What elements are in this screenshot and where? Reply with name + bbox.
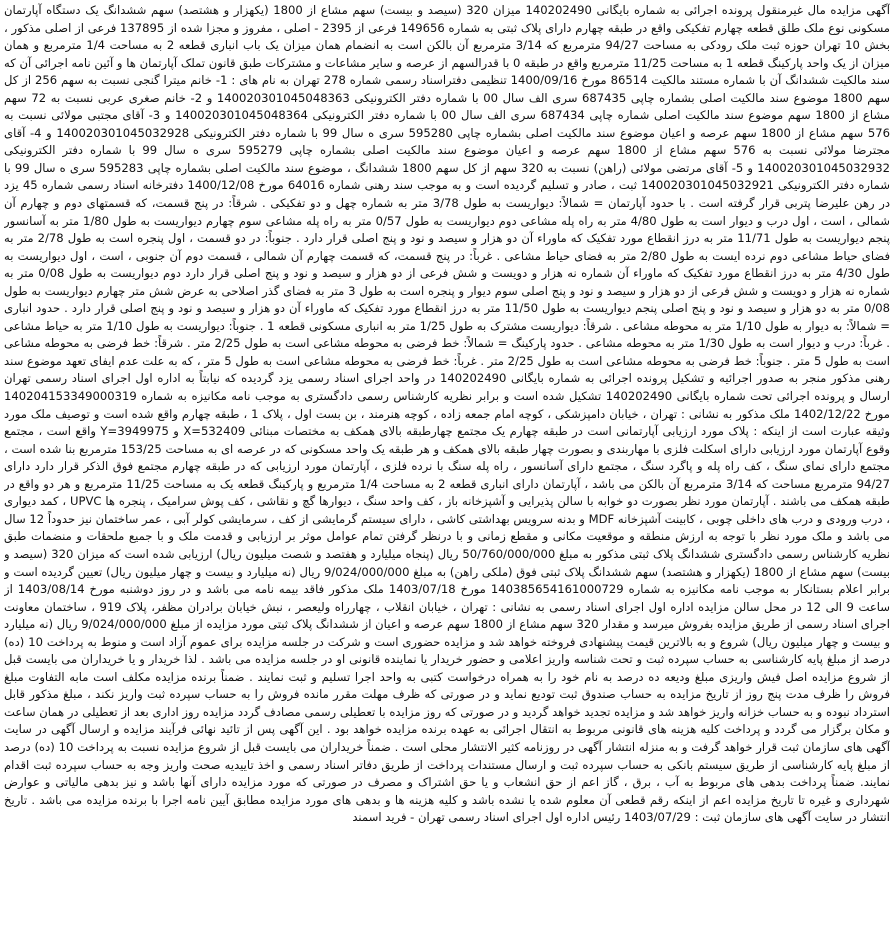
notice-body: آگهی مزایده مال غیرمنقول پرونده اجرائی به شماره بایگانی 140202490 میزان 320 (سیصد و بیست) سهم مشاع از 1800 (یکهزار و هشتصد) سهم ششدانگ یک دستگاه آپارتمان مسکونی نوع ملک طلق قطعه چهارم تفکیکی واقع در طبقه چهارم دارای پلاک ثبتی به شماره 149656 فرعی از 2395 - اصلی ، مفروز و مجزا شده از 137895 فرعی از اصلی مذکور ، بخش 10 تهران حوزه ثبت ملک رودکی به مساحت 94/27 مترمربع که 3/14 مترمربع آن بالکن است به انضمام همان میزان یک باب انباری قطعه 2 به مساحت 1/4 مترمربع و همان میزان از یک واحد پارکینگ قطعه 1 به مساحت 11/25 مترمربع واقع در طبقه 0 با قدرالسهم از عرصه و سایر مشاعات و مشترکات طبق قانون تملک آپارتمان ها و آئین نامه اجرائی آن که سند مالکیت ششدانگ آن با شماره مستند مالکیت 86514 مورخ 1400/09/16 تنظیمی دفتراسناد رسمی شماره 278 تهران به نام های : 1- خانم میترا گنجی نسبت به سهم 256 از کل سهم 1800 موضوع سند مالکیت اصلی بشماره چاپی 687435 سری الف سال 00 با شماره دفتر الکترونیکی 140020301045048363 و 2- خانم صغری عربی نسبت به 72 سهم مشاع از 1800 سهم موضوع سند مالکیت اصلی شماره چاپی 687434 سری الف سال 00 با شماره دفتر الکترونیکی 140020301045048364 و 3- آقای مجتبی مولائی نسبت به 576 سهم مشاع از 1800 سهم عرصه و اعیان موضوع سند مالکیت اصلی بشماره چاپی 595280 سری ه سال 99 با شماره دفتر الکترونیکی 140020301045032928 و 4- آقای مجترضا مولائی نسبت به 576 سهم مشاع از 1800 سهم عرصه و اعیان موضوع سند مالکیت اصلی بشماره چاپی 595279 سری ه سال 99 با شماره دفتر الکترونیکی 140020301045032932 و 5- آقای مرتضی مولائی (راهن) نسبت به 320 سهم از کل سهم 1800 ششدانگ ، موضوع سند مالکیت اصلی بشماره چاپی 595283 سری ه سال 99 با شماره دفتر الکترونیکی 140020301045032921 ثبت ، صادر و تسلیم گردیده است و به موجب سند رهنی شماره 64016 مورخ 1400/12/08 دفترخانه اسناد رسمی شماره 45 یزد در رهن علیرضا پتربی قرار گرفته است . با حدود آپارتمان = شمالاً: دیواریست به طول 3/78 متر به شماره چهل و دو تفکیکی . شرقاً: در پنج قسمت، که قسمتهای دوم و چهارم آن شمالی ، است ، اول درب و دیوار است به طول 4/80 متر به راه پله مشاعی دوم دیواریست به طول 0/57 متر به راه پله مشاعی سوم چهارم دیواریست به طول 1/80 متر به آسانسور پنجم دیواریست به طول 11/71 متر به درز انقطاع مورد تفکیک که ماوراء آن دو هزار و سیصد و نود و پنج اصلی قرار دارد . جنوباً: در دو قسمت ، اول پنجره است به طول 2/78 متر به فضای حیاط مشاعی دوم نرده ایست به طول 2/80 متر به فضای حیاط مشاعی . غرباً: در پنج قسمت، که قسمت چهارم آن شمالی ، قسمت دوم آن جنوبی ، است ، اول دیواریست به طول 4/30 متر به درز انقطاع مورد تفکیک که ماوراء آن شماره نه هزار و دویست و شش فرعی از دو هزار و سیصد و نود و پنج اصلی قرار دارد دوم دیواریست به طول 0/08 متر به شماره نه هزار و دویست و شش فرعی از دو هزار و سیصد و نود و پنج اصلی سوم دیوار و پنجره است به طول 3 متر به فضای گذر اصلاحی به عرض شش متر چهارم دیواریست به طول 0/08 متر به دو هزار و سیصد و نود و پنج اصلی پنجم دیواریست به طول 11/50 متر به درز انقطاع مورد تفکیک که ماوراء آن دو هزار و سیصد و نود و پنج اصلی قرار دارد . حدود انباری = شمالاً: به دیوار به طول 1/10 متر به محوطه مشاعی . شرقاً: دیواریست مشترک به طول 1/25 متر به انباری مسکونی قطعه 1 . جنوباً: دیواریست به طول 1/10 متر به حیاط مشاعی . غرباً: درب و دیوار است به طول 1/30 متر به محوطه مشاعی . حدود پارکینگ = شمالاً: خط فرضی به محوطه مشاعی است به طول 2/25 متر . شرقاً: خط فرضی به محوطه مشاعی است به طول 5 متر . جنوباً: خط فرضی به محوطه مشاعی است به طول 2/25 متر . غرباً: خط فرضی به محوطه مشاعی است به طول 5 متر ، که به علت عدم ایفای تعهد موضوع سند رهنی مذکور منجر به صدور اجرائیه و تشکیل پرونده اجرائی به شماره بایگانی 140202490 در واحد اجرای اسناد رسمی یزد گردیده که نیابتاً به اداره اول اجرای اسناد رسمی تهران ارسال و پرونده اجرائی تحت شماره بایگانی 140202490 تشکیل شده است و برابر نظریه کارشناس رسمی دادگستری به موجب نامه مکانیزه به شماره 140204153349000319 مورخ 1402/12/22 ملک مذکور به نشانی : تهران ، خیابان دامپزشکی ، کوچه امام جمعه زاده ، کوچه هنرمند ، بن بست اول ، پلاک 1 ، طبقه چهارم واقع شده است و توصیف ملک مورد وثیقه عبارت است از اینکه : پلاک مورد ارزیابی آپارتمانی است در طبقه چهارم یک مجتمع چهارطبقه بالای همکف به مختصات مبنائی X=532409 و Y=3949975 واقع است ، مجتمع وقوع آپارتمان مورد ارزیابی دارای اسکلت فلزی با مهاربندی و بصورت چهار طبقه بالای همکف و هر طبقه یک واحد مسکونی که در عرصه ای به مساحت 153/25 مترمربع بنا شده است ، مجتمع دارای نمای سنگ ، کف راه پله و پاگرد سنگ ، مجتمع دارای آسانسور ، راه پله سنگ با نرده فلزی ، آپارتمان مورد ارزیابی که در طبقه چهارم مجتمع فوق الذکر قرار دارد دارای 94/27 مترمربع مساحت که 3/14 مترمربع آن بالکن می باشد ، آپارتمان دارای انباری قطعه 2 به مساحت 1/4 مترمربع و پارکینگ قطعه یک به مساحت 11/25 مترمربع و هر دو واقع در طبقه همکف می باشند . آپارتمان مورد نظر بصورت دو خوابه با سالن پذیرایی و آشپزخانه باز ، کف واحد سنگ ، دیوارها گچ و نقاشی ، کف پوش سرامیک ، پنجره ها UPVC ، کمد دیواری ، درب ورودی و درب های داخلی چوبی ، کابینت آشپزخانه MDF و بدنه سرویس بهداشتی کاشی ، دارای سیستم گرمایشی از کف ، سرمایشی کولر آبی ، عمر ساختمان نیز حدوداً 12 سال می باشد و ملک مورد نظر با توجه به ارزش منطقه و موقعیت مکانی و مقطع زمانی و با درنظر گرفتن تمام عوامل موثر بر ارزیابی و قدمت ملک و با جمیع ملحقات و منضمات طبق نظریه کارشناس رسمی دادگستری ششدانگ پلاک ثبتی مذکور به مبلغ 50/760/000/000 ریال (پنجاه میلیارد و هفتصد و شصت میلیون ریال) ارزیابی شده است که میزان 320 (سیصد و بیست) سهم مشاع از 1800 (یکهزار و هشتصد) سهم ششدانگ پلاک ثبتی فوق (ملکی راهن) به مبلغ 9/024/000/000 ریال (نه میلیارد و بیست و چهار میلیون ریال) تعیین گردیده است و برابر اعلام بستانکار به موجب نامه مکانیزه به شماره 140385654161000729 مورخ 1403/07/18 ملک مذکور فاقد بیمه نامه می باشد و در روز دوشنبه مورخ 1403/08/14 از ساعت 9 الی 12 در محل سالن مزایده اداره اول اجرای اسناد رسمی به نشانی : تهران ، خیابان انقلاب ، چهارراه ولیعصر ، نبش خیابان برادران مظفر، پلاک 919 ، ساختمان معاونت اجرای اسناد رسمی از طریق مزایده بفروش میرسد و مقدار 320 سهم مشاع از 1800 سهم عرصه و اعیان از ششدانگ پلاک ثبتی مورد مزایده از مبلغ 9/024/000/000 ریال (نه میلیارد و بیست و چهار میلیون ریال) شروع و به بالاترین قیمت پیشنهادی فروخته خواهد شد و مزایده حضوری است و شرکت در جلسه مزایده برای عموم آزاد است و منوط به پرداخت 10 (ده) درصد از مبلغ پایه کارشناسی به حساب سپرده ثبت و تحت شناسه واریز اعلامی و حضور خریدار یا نماینده قانونی او در جلسه مزایده می باشد . لذا خریدار و یا خریداران می بایست قبل از شروع مزایده اصل فیش واریزی مبلغ ودیعه ده درصد به نام خود را به همراه درخواست کتبی به واحد اجرا تسلیم و ثبت نمایند . ضمناً برنده مزایده مکلف است مابه التفاوت مبلغ فروش را ظرف مدت پنج روز از تاریخ مزایده به حساب صندوق ثبت تودیع نماید و در صورتی که ظرف مهلت مقرر مانده فروش را به حساب سپرده ثبت واریز نکند ، مبلغ مذکور قابل استرداد نبوده و به حساب خزانه واریز خواهد شد و مزایده تجدید خواهد گردید و در صورتی که روز مزایده با تعطیلی رسمی مصادف گردد مزایده روز اداری بعد از تعطیلی در همان ساعت و مکان برگزار می گردد و پرداخت کلیه هزینه های قانونی مربوط به انتقال اجرائی به عهده برنده مزایده خواهد بود . این آگهی پس از تائید نهائی فرآیند مزایده و ارسال آگهی در سایت آگهی های سازمان ثبت قرار خواهد گرفت و به منزله انتشار آگهی در روزنامه کثیر الانتشار محلی است . ضمناً خریداران می بایست قبل از شروع مزایده نسبت به پرداخت 10 (ده) درصد از مبلغ پایه کارشناسی از طریق سیستم بانکی به حساب سپرده ثبت و ارسال مستندات پرداخت از طریق دفاتر اسناد رسمی و اخذ تاییدیه صحت واریز وجه به حساب سپرده ثبت اقدام نمایند. ضمناً پرداخت بدهی های مربوط به آب ، برق ، گاز اعم از حق انشعاب و یا حق اشتراک و مصرف در صورتی که مورد مزایده دارای آنها باشد و نیز بدهی مالیاتی و عوارض شهرداری و غیره تا تاریخ مزایده اعم از اینکه رقم قطعی آن معلوم شده یا نشده باشد و کلیه هزینه ها و بدهی های مورد مزایده مطابق آیین نامه اجرا با برنده مزایده می باشد . تاریخ انتشار در سایت آگهی های سازمان ثبت : 1403/07/29 رئیس اداره اول اجرای اسناد رسمی تهران - فرید اسمند	[4, 3, 890, 825]
auction-notice	[4, 2, 890, 948]
